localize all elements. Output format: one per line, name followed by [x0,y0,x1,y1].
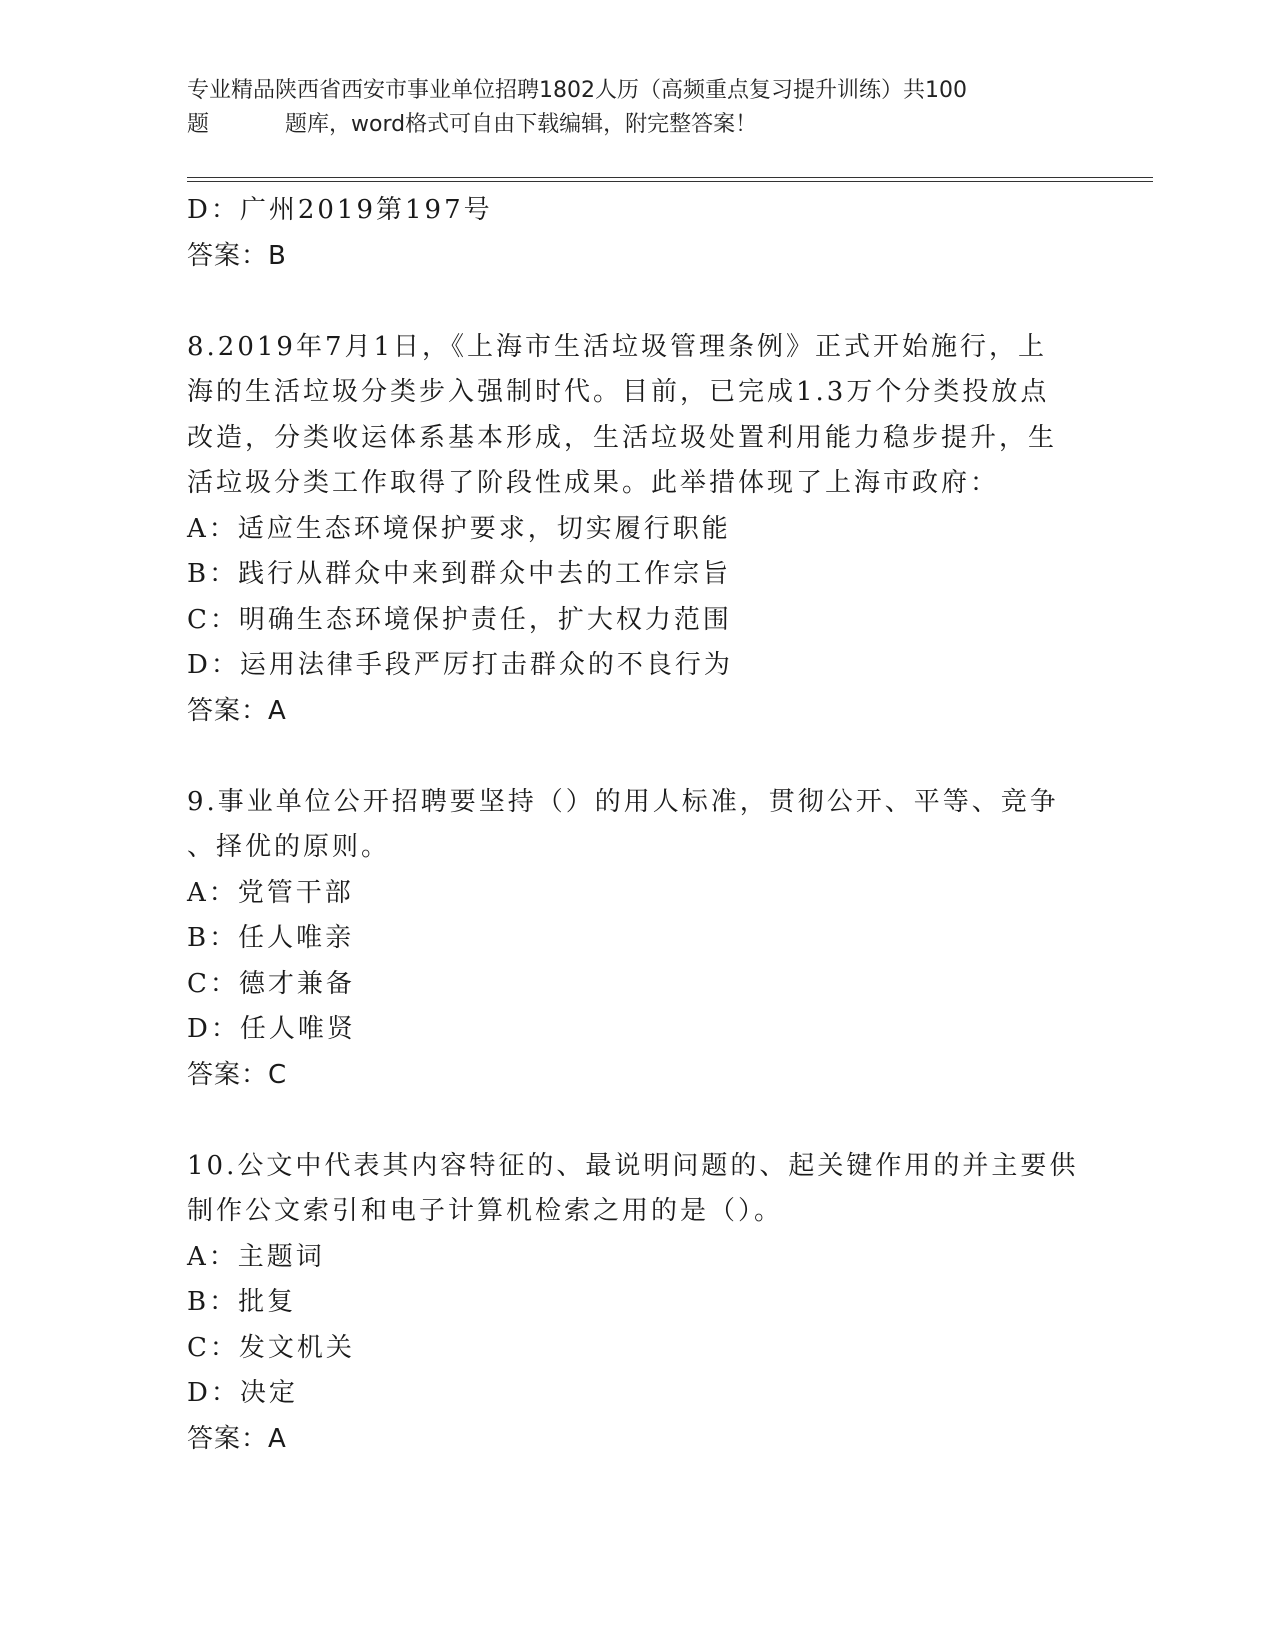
header-title-line-2 [187,108,1067,142]
prev-answer: 答案：B [187,240,287,271]
page-header [187,74,1067,142]
q8-answer: 答案：A [187,695,287,726]
header-title-lead: 题 [187,112,210,137]
q10-stem-line-2: 制作公文索引和电子计算机检索之用的是（）。 [187,1196,784,1226]
q8-stem-line-4: 活垃圾分类工作取得了阶段性成果。此举措体现了上海市政府： [187,468,1000,498]
q9-option-b: B：任人唯亲 [187,923,355,953]
q10-option-c: C：发文机关 [187,1332,355,1363]
q10-stem-line-1: 10.公文中代表其内容特征的、最说明问题的、起关键作用的并主要供 [187,1150,1079,1181]
prev-option-d: D：广州2019第197号 [187,195,493,225]
q8-option-b: B：践行从群众中来到群众中去的工作宗旨 [187,559,732,589]
spacer [187,279,1087,325]
question-8 [187,325,1087,735]
question-content [187,188,1087,1462]
question-10 [187,1144,1087,1463]
q9-option-d: D：任人唯贤 [187,1014,356,1044]
header-title-rest: 题库，word格式可自由下载编辑，附完整答案！ [285,112,758,137]
q8-option-a: A：适应生态环境保护要求，切实履行职能 [187,513,731,544]
q9-option-a: A：党管干部 [187,877,354,908]
q8-stem-line-1: 8.2019年7月1日，《上海市生活垃圾管理条例》正式开始施行，上 [187,331,1048,362]
q8-stem-line-3: 改造，分类收运体系基本形成，生活垃圾处置利用能力稳步提升，生 [187,422,1058,453]
q8-option-d: D：运用法律手段严厉打击群众的不良行为 [187,650,733,680]
q10-answer: 答案：A [187,1423,287,1454]
header-title-line-1: 专业精品陕西省西安市事业单位招聘1802人历（高频重点复习提升训练）共100 [187,78,967,103]
q8-option-c: C：明确生态环境保护责任，扩大权力范围 [187,604,732,635]
q8-stem-line-2: 海的生活垃圾分类步入强制时代。目前，已完成1.3万个分类投放点 [187,377,1050,407]
q10-option-a: A：主题词 [187,1241,325,1272]
header-double-rule [187,177,1153,182]
question-9 [187,780,1087,1099]
q9-option-c: C：德才兼备 [187,968,355,999]
spacer [187,1098,1087,1144]
q9-stem-line-1: 9.事业单位公开招聘要坚持（）的用人标准，贯彻公开、平等、竞争 [187,786,1059,817]
q9-stem-line-2: 、择优的原则。 [187,832,391,862]
q9-answer: 答案：C [187,1059,288,1090]
q10-option-d: D：决定 [187,1378,298,1408]
spacer [187,734,1087,780]
q10-option-b: B：批复 [187,1287,297,1317]
